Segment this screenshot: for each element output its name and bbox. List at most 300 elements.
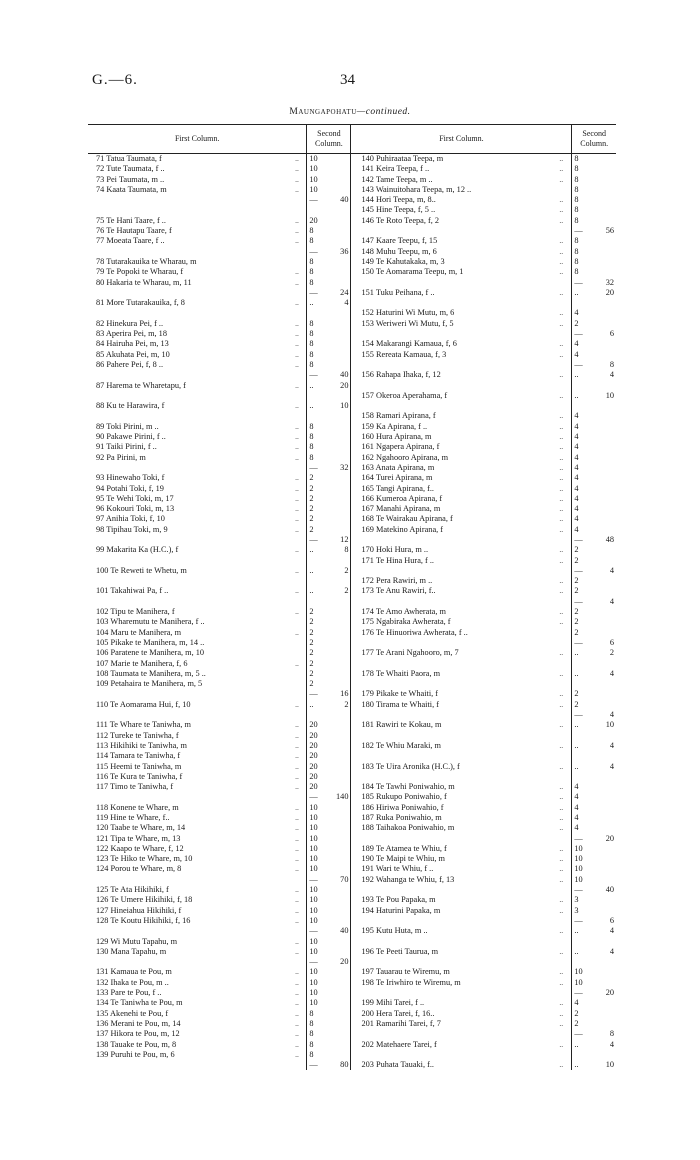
family-total xyxy=(328,710,351,720)
table-row xyxy=(88,381,616,391)
person-entry: 131 Kamaua te Pou, m xyxy=(96,967,172,977)
share-amount: 8 xyxy=(307,1009,328,1019)
share-amount: .. xyxy=(572,762,594,772)
person-entry: 175 Ngabiraka Awherata, f xyxy=(361,617,451,627)
table-row xyxy=(88,205,616,215)
leader-dots: .. xyxy=(295,854,299,864)
family-total xyxy=(594,545,616,555)
person-entry xyxy=(351,226,551,236)
family-total xyxy=(328,360,351,370)
family-total xyxy=(594,628,616,638)
share-amount: 8 xyxy=(307,1040,328,1050)
family-total xyxy=(328,741,351,751)
table-row xyxy=(88,195,616,205)
table-row xyxy=(88,792,616,802)
family-total xyxy=(594,319,616,329)
leader-dots xyxy=(288,792,307,802)
family-total xyxy=(594,401,616,411)
second-column-header-left xyxy=(307,125,351,154)
share-amount: 8 xyxy=(572,205,594,215)
table-title xyxy=(0,107,700,117)
share-amount: 20 xyxy=(307,782,328,792)
leader-dots xyxy=(288,710,307,720)
share-amount: 8 xyxy=(572,236,594,246)
share-amount: 4 xyxy=(572,453,594,463)
share-amount: 8 xyxy=(572,175,594,185)
family-total xyxy=(594,1050,616,1060)
table-row xyxy=(88,339,616,349)
person-entry xyxy=(88,370,288,380)
family-total: 56 xyxy=(605,226,614,236)
person-entry: 162 Ngahooro Apirana, m xyxy=(361,452,449,462)
share-amount: .. xyxy=(572,720,594,730)
family-total: 12 xyxy=(328,535,351,545)
family-total xyxy=(328,823,351,833)
family-total: 4 xyxy=(609,761,614,771)
leader-dots: .. xyxy=(295,504,299,514)
family-total xyxy=(328,525,351,535)
share-amount: .. xyxy=(307,566,328,576)
share-amount xyxy=(307,308,328,318)
person-entry: 150 Te Aomarama Teepu, m, 1 xyxy=(361,267,464,277)
person-entry xyxy=(88,957,288,967)
leader-dots: .. xyxy=(559,740,564,750)
family-total xyxy=(594,854,616,864)
person-entry xyxy=(88,463,288,473)
family-total xyxy=(594,792,616,802)
table-row xyxy=(88,617,616,627)
share-amount: .. xyxy=(307,545,328,555)
family-total xyxy=(328,998,351,1008)
person-entry xyxy=(351,659,551,669)
family-total xyxy=(594,1009,616,1019)
person-entry: 170 Hoki Hura, m .. xyxy=(361,545,429,555)
person-entry: 99 Makarita Ka (H.C.), f xyxy=(96,545,179,555)
leader-dots: .. xyxy=(559,607,564,617)
person-entry: 100 Te Reweti te Whetu, m xyxy=(96,565,187,575)
family-total: 4 xyxy=(609,370,614,380)
person-entry xyxy=(88,576,288,586)
leader-dots: .. xyxy=(295,432,299,442)
family-total xyxy=(594,679,616,689)
person-entry: 202 Matehaere Tarei, f xyxy=(361,1039,437,1049)
share-amount: 4 xyxy=(572,432,594,442)
leader-dots: .. xyxy=(559,967,564,977)
person-entry xyxy=(351,401,551,411)
leader-dots: .. xyxy=(559,905,564,915)
leader-dots: .. xyxy=(559,802,564,812)
table-row xyxy=(88,659,616,669)
person-entry: 121 Tipa te Whare, m, 13 xyxy=(96,833,181,843)
person-entry xyxy=(88,308,288,318)
leader-dots: .. xyxy=(559,555,564,565)
person-entry: 184 Te Tawhi Poniwahio, m xyxy=(361,782,455,792)
table-row xyxy=(88,308,616,318)
person-entry: 154 Makarangi Kamaua, f, 6 xyxy=(361,339,457,349)
person-entry: 71 Tatua Taumata, f xyxy=(96,154,162,163)
share-amount: — xyxy=(572,988,594,998)
leader-dots xyxy=(551,1050,572,1060)
family-total xyxy=(594,906,616,916)
share-amount: 10 xyxy=(307,823,328,833)
person-entry: 124 Porou te Whare, m, 8 xyxy=(96,864,182,874)
person-entry: 101 Takahiwai Pa, f .. xyxy=(96,586,169,596)
second-column-header-right xyxy=(572,125,616,154)
share-amount: 10 xyxy=(307,916,328,926)
family-total xyxy=(328,267,351,277)
leader-dots: .. xyxy=(559,267,564,277)
leader-dots xyxy=(551,710,572,720)
family-total xyxy=(328,308,351,318)
leader-dots xyxy=(288,257,307,267)
table-row xyxy=(88,679,616,689)
person-entry xyxy=(351,298,551,308)
person-entry: 152 Haturini Wi Mutu, m, 6 xyxy=(361,308,455,318)
family-total xyxy=(328,947,351,957)
share-amount: 4 xyxy=(572,411,594,421)
table-row xyxy=(88,628,616,638)
share-amount xyxy=(572,772,594,782)
person-entry: 190 Te Maipi te Whiu, m xyxy=(361,854,445,864)
share-amount: 10 xyxy=(307,164,328,174)
share-amount: — xyxy=(307,288,328,298)
family-total xyxy=(594,381,616,391)
family-total xyxy=(328,937,351,947)
person-entry xyxy=(351,772,551,782)
family-total xyxy=(328,731,351,741)
family-total xyxy=(328,257,351,267)
table-row xyxy=(88,854,616,864)
person-entry xyxy=(351,751,551,761)
person-entry xyxy=(351,679,551,689)
person-entry: 199 Mihi Tarei, f .. xyxy=(361,998,425,1008)
family-total xyxy=(328,772,351,782)
leader-dots: .. xyxy=(559,236,564,246)
share-amount: 4 xyxy=(572,350,594,360)
table-row xyxy=(88,1050,616,1060)
share-amount: 3 xyxy=(572,906,594,916)
leader-dots: .. xyxy=(559,843,564,853)
family-total: 10 xyxy=(605,390,614,400)
share-amount: 10 xyxy=(307,175,328,185)
share-amount: 4 xyxy=(572,484,594,494)
person-entry: 91 Taiki Pirini, f .. xyxy=(96,442,157,452)
leader-dots: .. xyxy=(559,452,564,462)
person-entry: 116 Te Kura te Taniwha, f xyxy=(96,771,183,781)
family-total xyxy=(594,556,616,566)
leader-dots: .. xyxy=(559,998,564,1008)
share-amount: 8 xyxy=(572,185,594,195)
leader-dots xyxy=(551,751,572,761)
table-row xyxy=(88,525,616,535)
person-entry xyxy=(351,638,551,648)
table-row xyxy=(88,648,616,658)
leader-dots: .. xyxy=(295,627,299,637)
share-amount: .. xyxy=(307,381,328,391)
first-column-header-left: First Column. xyxy=(88,125,307,154)
share-amount: 8 xyxy=(572,164,594,174)
family-total xyxy=(328,638,351,648)
leader-dots xyxy=(288,617,307,627)
person-entry: 137 Hikora te Pou, m, 12 xyxy=(96,1029,180,1039)
family-total: 40 xyxy=(328,926,351,936)
family-total xyxy=(328,988,351,998)
person-entry xyxy=(351,916,551,926)
share-amount: 20 xyxy=(307,751,328,761)
share-amount: 2 xyxy=(307,648,328,658)
leader-dots: .. xyxy=(295,998,299,1008)
family-total: 70 xyxy=(328,875,351,885)
leader-dots: .. xyxy=(295,586,299,596)
family-total xyxy=(594,772,616,782)
family-total xyxy=(328,1019,351,1029)
share-amount: 10 xyxy=(572,864,594,874)
leader-dots: .. xyxy=(559,390,564,400)
table-row xyxy=(88,895,616,905)
share-amount: 8 xyxy=(572,257,594,267)
person-entry: 141 Keira Teepa, f .. xyxy=(361,164,430,174)
share-amount: 8 xyxy=(307,278,328,288)
share-amount: — xyxy=(572,329,594,339)
person-entry: 158 Ramari Apirana, f xyxy=(361,411,436,421)
leader-dots: .. xyxy=(559,977,564,987)
person-entry: 149 Te Kahutakaka, m, 3 xyxy=(361,256,445,266)
family-total xyxy=(594,967,616,977)
person-entry: 88 Ku te Harawira, f xyxy=(96,401,165,411)
table-row xyxy=(88,514,616,524)
family-total: 36 xyxy=(328,247,351,257)
person-entry: 72 Tute Taumata, f .. xyxy=(96,164,165,174)
person-entry: 166 Kumeroa Apirana, f xyxy=(361,493,443,503)
family-total xyxy=(328,484,351,494)
family-total xyxy=(594,298,616,308)
share-amount: 4 xyxy=(572,792,594,802)
table-row xyxy=(88,288,616,298)
share-amount: 2 xyxy=(307,628,328,638)
person-entry: 109 Petahaira te Manihera, m, 5 xyxy=(96,679,203,689)
person-entry: 134 Te Taniwha te Pou, m xyxy=(96,998,183,1008)
leader-dots xyxy=(551,834,572,844)
share-amount: 2 xyxy=(307,679,328,689)
share-amount: — xyxy=(572,710,594,720)
leader-dots xyxy=(551,1029,572,1039)
person-entry: 182 Te Whiu Maraki, m xyxy=(361,740,442,750)
share-amount xyxy=(572,751,594,761)
page-header xyxy=(0,0,700,100)
table-row xyxy=(88,947,616,957)
family-total xyxy=(594,175,616,185)
person-entry: 87 Harema te Wharetapu, f xyxy=(96,380,186,390)
person-entry: 94 Potahi Toki, f, 19 xyxy=(96,483,164,493)
person-entry: 165 Tangi Apirana, f.. xyxy=(361,483,435,493)
leader-dots: .. xyxy=(295,473,299,483)
table-row xyxy=(88,370,616,380)
share-amount: — xyxy=(307,689,328,699)
person-entry: 111 Te Whare te Taniwha, m xyxy=(96,720,191,730)
family-total xyxy=(328,339,351,349)
person-entry: 130 Mana Tapahu, m xyxy=(96,946,167,956)
share-amount: 10 xyxy=(307,967,328,977)
family-total xyxy=(328,154,351,165)
family-total xyxy=(328,803,351,813)
leader-dots xyxy=(288,689,307,699)
leader-dots: .. xyxy=(295,1039,299,1049)
leader-dots: .. xyxy=(559,370,564,380)
person-entry xyxy=(351,566,551,576)
table-row xyxy=(88,689,616,699)
family-total xyxy=(328,895,351,905)
family-total: 4 xyxy=(328,298,351,308)
leader-dots: .. xyxy=(295,442,299,452)
leader-dots: .. xyxy=(295,864,299,874)
share-amount xyxy=(307,576,328,586)
share-amount: 4 xyxy=(572,494,594,504)
family-total xyxy=(328,628,351,638)
table-row xyxy=(88,741,616,751)
leader-dots: .. xyxy=(295,514,299,524)
person-entry: 136 Merani te Pou, m, 14 xyxy=(96,1018,181,1028)
person-entry: 110 Te Aomarama Hui, f, 10 xyxy=(96,699,191,709)
leader-dots: .. xyxy=(295,977,299,987)
person-entry: 183 Te Uira Aronika (H.C.), f xyxy=(361,761,460,771)
family-total xyxy=(594,700,616,710)
share-amount: 10 xyxy=(307,154,328,165)
leader-dots: .. xyxy=(559,154,564,163)
person-entry: 177 Te Arani Ngahooro, m, 7 xyxy=(361,648,459,658)
leader-dots xyxy=(551,731,572,741)
person-entry: 93 Hinewaho Toki, f xyxy=(96,473,165,483)
person-entry: 138 Tauake te Pou, m, 8 xyxy=(96,1039,177,1049)
leader-dots xyxy=(288,205,307,215)
leader-dots: .. xyxy=(295,452,299,462)
table-row xyxy=(88,1060,616,1070)
family-total: 10 xyxy=(328,401,351,411)
share-amount: 4 xyxy=(572,525,594,535)
share-amount: 10 xyxy=(307,906,328,916)
share-amount: — xyxy=(572,885,594,895)
table-row xyxy=(88,731,616,741)
leader-dots: .. xyxy=(559,823,564,833)
share-amount: 8 xyxy=(307,226,328,236)
share-amount: 10 xyxy=(572,978,594,988)
family-total xyxy=(328,885,351,895)
leader-dots: .. xyxy=(295,1029,299,1039)
family-total xyxy=(328,473,351,483)
share-amount: — xyxy=(307,1060,328,1070)
person-entry: 83 Aperira Pei, m, 18 xyxy=(96,329,167,339)
table-row xyxy=(88,154,616,165)
table-row xyxy=(88,875,616,885)
leader-dots: .. xyxy=(559,504,564,514)
family-total: 8 xyxy=(328,545,351,555)
person-entry: 128 Te Koutu Hikihiki, f, 16 xyxy=(96,915,191,925)
second-line1: Second xyxy=(317,129,341,138)
family-total: 32 xyxy=(328,463,351,473)
person-entry: 107 Marie te Manihera, f, 6 xyxy=(96,658,188,668)
leader-dots: .. xyxy=(295,329,299,339)
share-amount: 2 xyxy=(572,607,594,617)
person-entry xyxy=(351,329,551,339)
share-amount: 10 xyxy=(572,875,594,885)
person-entry: 157 Okeroa Aperahama, f xyxy=(361,390,448,400)
title-place: Maungapohatu xyxy=(289,107,357,117)
leader-dots: .. xyxy=(559,874,564,884)
share-amount: 10 xyxy=(307,885,328,895)
leader-dots xyxy=(288,679,307,689)
family-total: 6 xyxy=(609,637,614,647)
person-entry: 85 Akuhata Pei, m, 10 xyxy=(96,349,170,359)
person-entry: 198 Te Iriwhiro te Wiremu, m xyxy=(361,977,461,987)
share-amount: .. xyxy=(572,648,594,658)
leader-dots xyxy=(551,659,572,669)
share-amount: 8 xyxy=(307,360,328,370)
share-amount: — xyxy=(572,597,594,607)
family-total: 20 xyxy=(605,287,614,297)
table-row xyxy=(88,803,616,813)
share-amount: 4 xyxy=(572,803,594,813)
share-amount: 2 xyxy=(307,504,328,514)
family-total xyxy=(594,308,616,318)
person-entry xyxy=(88,792,288,802)
family-total xyxy=(328,442,351,452)
person-entry: 92 Pa Pirini, m xyxy=(96,452,146,462)
share-amount: 10 xyxy=(307,895,328,905)
family-total: 20 xyxy=(328,381,351,391)
family-total: 4 xyxy=(609,1039,614,1049)
share-amount: 2 xyxy=(307,638,328,648)
leader-dots: .. xyxy=(559,195,564,205)
leader-dots: .. xyxy=(295,236,299,246)
person-entry xyxy=(351,710,551,720)
share-amount: 10 xyxy=(572,844,594,854)
share-amount: 2 xyxy=(572,556,594,566)
family-total: 40 xyxy=(328,195,351,205)
leader-dots: .. xyxy=(295,401,299,411)
family-total xyxy=(594,267,616,277)
leader-dots: .. xyxy=(559,421,564,431)
leader-dots: .. xyxy=(559,586,564,596)
family-total xyxy=(328,916,351,926)
family-total xyxy=(594,998,616,1008)
person-entry: 120 Taabe te Whare, m, 14 xyxy=(96,823,186,833)
person-entry: 155 Rereata Kamaua, f, 3 xyxy=(361,349,447,359)
share-amount: — xyxy=(572,535,594,545)
share-amount: 4 xyxy=(572,514,594,524)
share-amount xyxy=(307,205,328,215)
person-entry xyxy=(88,288,288,298)
family-total xyxy=(594,1019,616,1029)
table-row xyxy=(88,329,616,339)
share-amount: 8 xyxy=(572,267,594,277)
person-entry: 122 Kaapo te Whare, f, 12 xyxy=(96,843,184,853)
leader-dots: .. xyxy=(559,813,564,822)
family-total: 4 xyxy=(609,740,614,750)
leader-dots: .. xyxy=(295,936,299,946)
share-amount: 10 xyxy=(307,937,328,947)
person-entry xyxy=(351,597,551,607)
share-amount: 4 xyxy=(572,504,594,514)
share-amount xyxy=(572,401,594,411)
person-entry xyxy=(351,834,551,844)
share-amount: 20 xyxy=(307,731,328,741)
family-total xyxy=(328,556,351,566)
table-row xyxy=(88,885,616,895)
table-row xyxy=(88,1019,616,1029)
table-row xyxy=(88,782,616,792)
family-total xyxy=(594,339,616,349)
family-total xyxy=(594,350,616,360)
person-entry: 188 Taihakoa Poniwahio, m xyxy=(361,823,455,833)
